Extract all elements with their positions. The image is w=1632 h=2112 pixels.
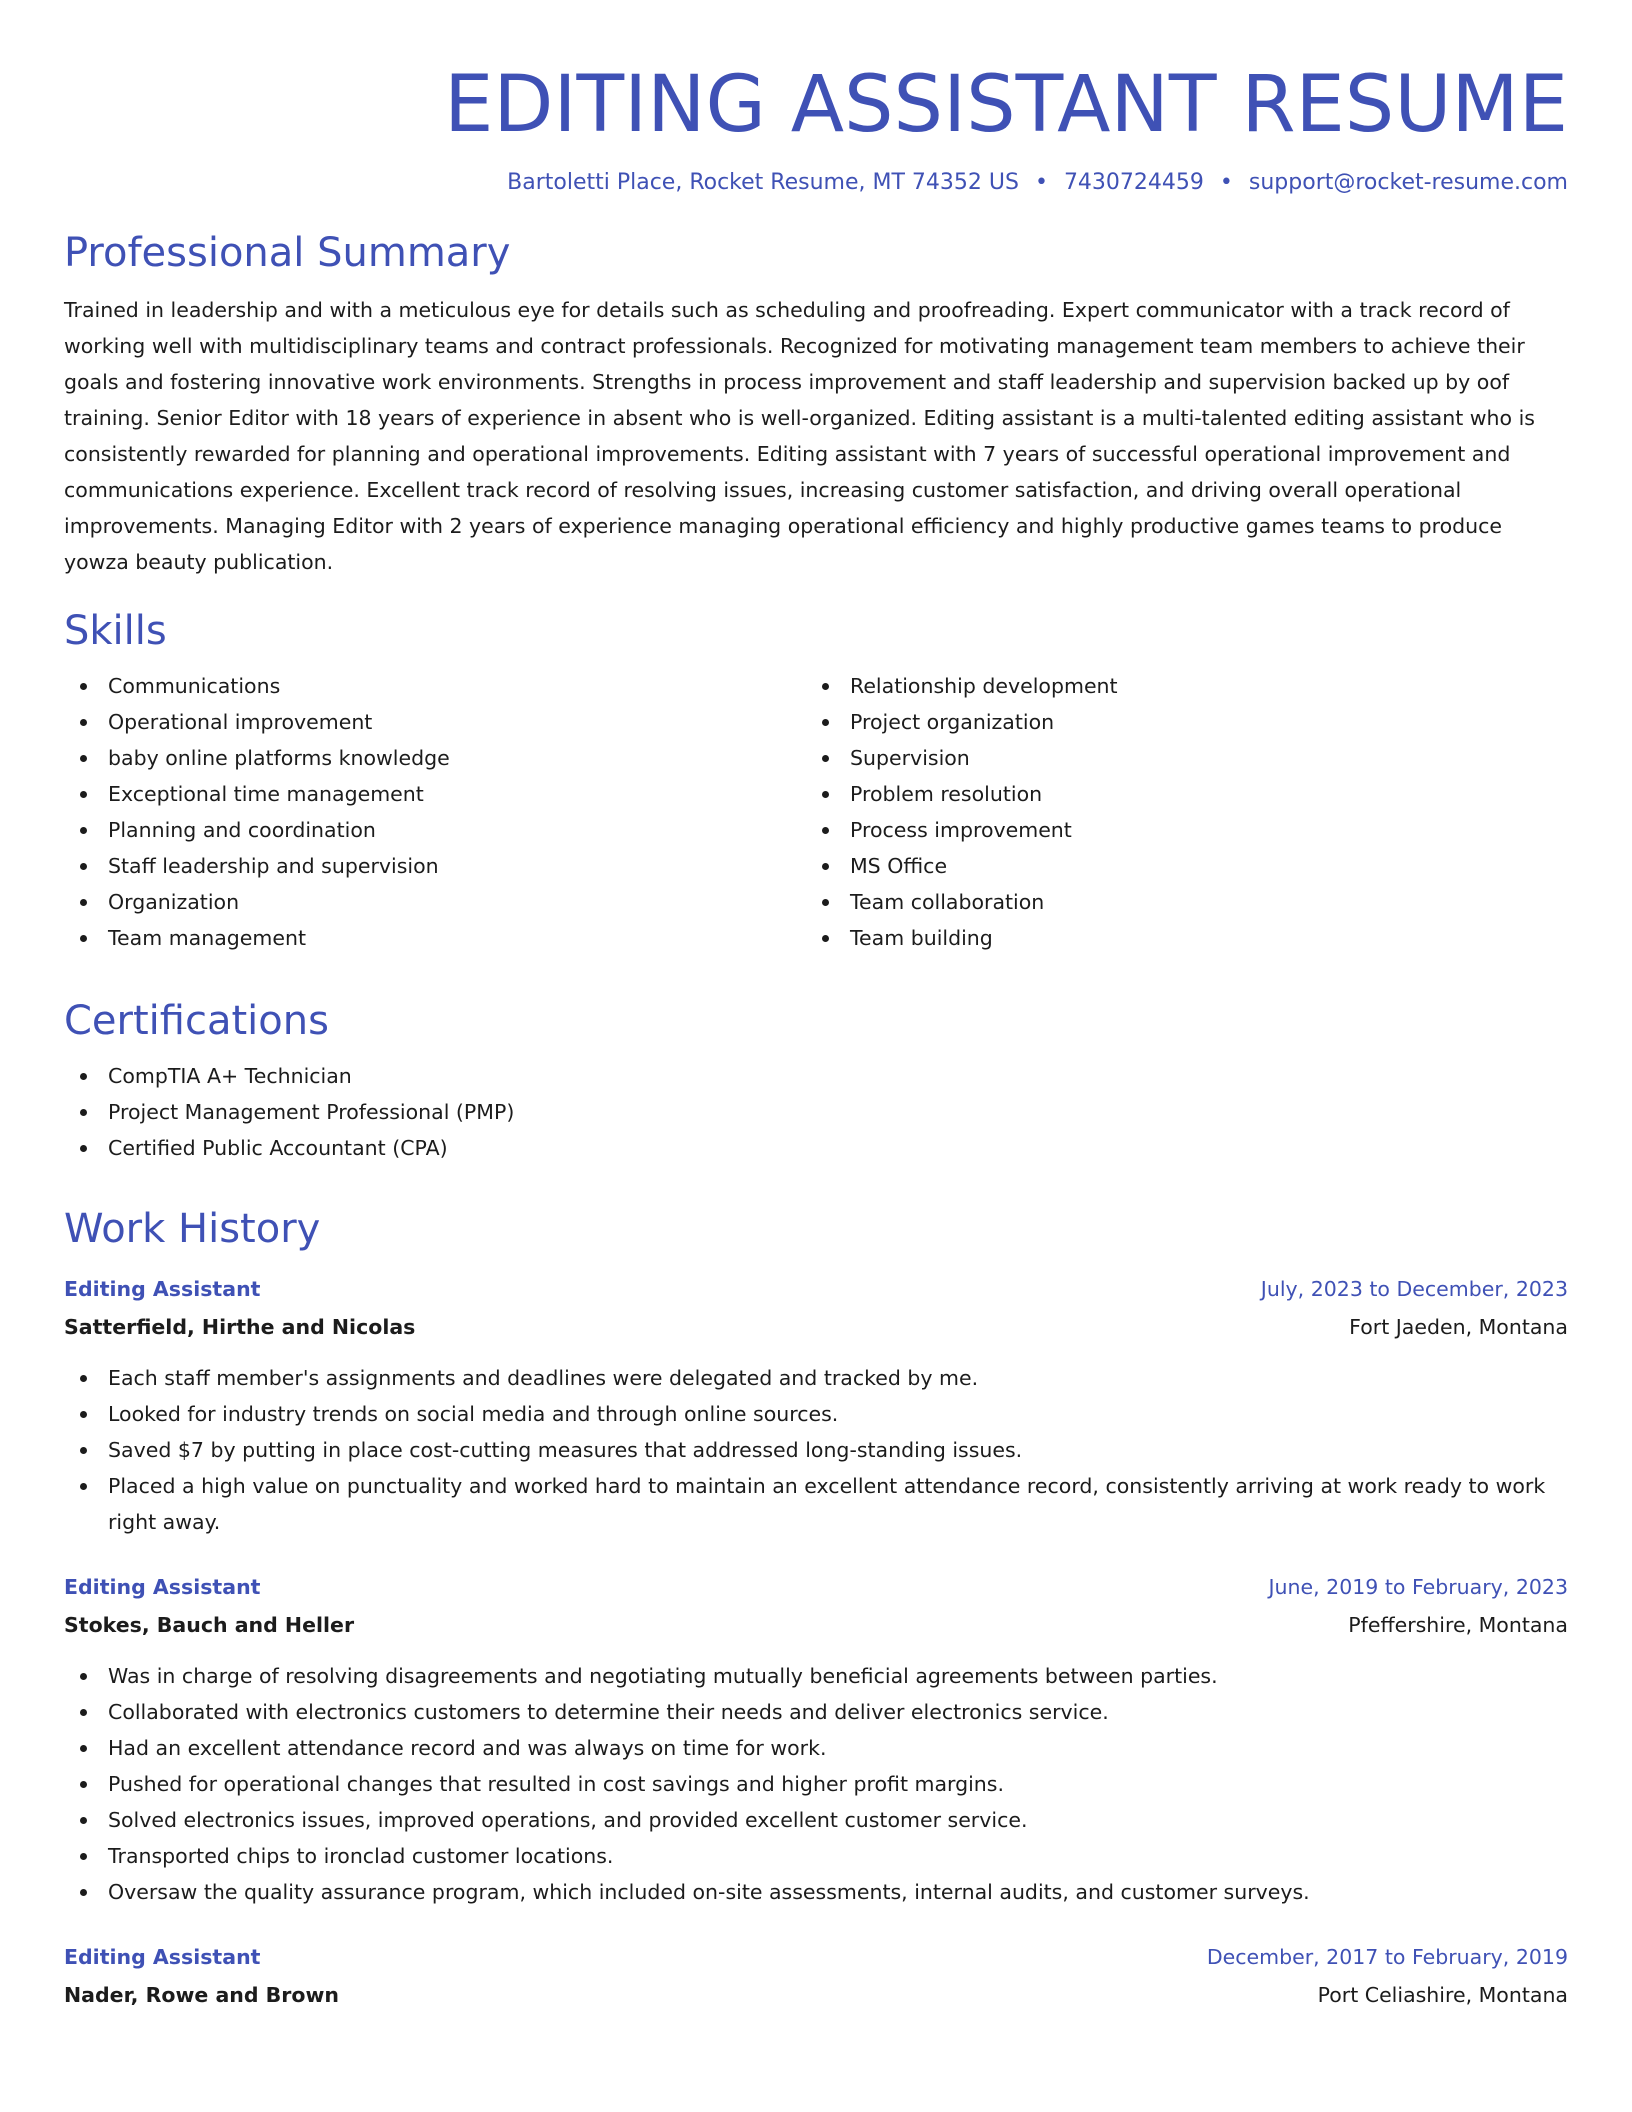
skills-list-left <box>64 668 806 956</box>
skill-item: Communications <box>64 668 806 704</box>
job-company-row <box>64 1606 1568 1644</box>
skill-item: Staff leadership and supervision <box>64 848 806 884</box>
job-dates: June, 2019 to February, 2023 <box>1268 1575 1568 1599</box>
job-bullet: Pushed for operational changes that resulted in cost savings and higher profit margins. <box>64 1766 1568 1802</box>
contact-phone: 7430724459 <box>1063 170 1204 195</box>
certification-item: Certified Public Accountant (CPA) <box>64 1130 1568 1166</box>
job-title: Editing Assistant <box>64 1945 261 1969</box>
skill-item: Problem resolution <box>806 776 1548 812</box>
summary-section <box>64 228 1568 580</box>
job-bullets <box>64 1360 1568 1540</box>
skill-item: Organization <box>64 884 806 920</box>
job-entry <box>64 1270 1568 1540</box>
job-bullet: Looked for industry trends on social media and through online sources. <box>64 1396 1568 1432</box>
certification-item: Project Management Professional (PMP) <box>64 1094 1568 1130</box>
skill-item: Planning and coordination <box>64 812 806 848</box>
job-bullet: Transported chips to ironclad customer locations. <box>64 1838 1568 1874</box>
job-bullet: Each staff member's assignments and deadlines were delegated and tracked by me. <box>64 1360 1568 1396</box>
skill-item: Project organization <box>806 704 1548 740</box>
job-company-row <box>64 1976 1568 2014</box>
skills-columns <box>64 668 1568 956</box>
job-entry <box>64 1938 1568 2014</box>
skill-item: Supervision <box>806 740 1548 776</box>
certifications-section <box>64 996 1568 1166</box>
work-history-section <box>64 1204 1568 2014</box>
resume-page <box>64 0 1568 2014</box>
contact-separator: • <box>1219 170 1233 195</box>
job-bullet: Had an excellent attendance record and was always on time for work. <box>64 1730 1568 1766</box>
job-bullet: Collaborated with electronics customers to determine their needs and deliver electronics service. <box>64 1694 1568 1730</box>
skill-item: Team building <box>806 920 1548 956</box>
skill-item: Process improvement <box>806 812 1548 848</box>
job-bullet: Solved electronics issues, improved operations, and provided excellent customer service. <box>64 1802 1568 1838</box>
skill-item: Team collaboration <box>806 884 1548 920</box>
resume-title: EDITING ASSISTANT RESUME <box>444 60 1568 150</box>
skill-item: Team management <box>64 920 806 956</box>
skill-item: Exceptional time management <box>64 776 806 812</box>
contact-address: Bartoletti Place, Rocket Resume, MT 74352 US <box>507 170 1019 195</box>
contact-line <box>64 168 1568 198</box>
skills-heading: Skills <box>64 608 167 654</box>
job-bullet: Was in charge of resolving disagreements and negotiating mutually beneficial agreements between parties. <box>64 1658 1568 1694</box>
job-company: Nader, Rowe and Brown <box>64 1983 340 2007</box>
job-header-row <box>64 1568 1568 1606</box>
skills-section <box>64 606 1568 956</box>
job-dates: December, 2017 to February, 2019 <box>1206 1945 1568 1969</box>
summary-heading: Professional Summary <box>64 230 511 276</box>
work-history-heading: Work History <box>64 1206 321 1252</box>
job-location: Port Celiashire, Montana <box>1317 1983 1568 2007</box>
job-bullet: Placed a high value on punctuality and worked hard to maintain an excellent attendance record, consistently arriving at work ready to work right away. <box>64 1468 1568 1540</box>
certifications-list <box>64 1058 1568 1166</box>
job-title: Editing Assistant <box>64 1277 261 1301</box>
skill-item: baby online platforms knowledge <box>64 740 806 776</box>
job-bullet: Oversaw the quality assurance program, which included on-site assessments, internal audits, and customer surveys. <box>64 1874 1568 1910</box>
job-location: Fort Jaeden, Montana <box>1349 1315 1568 1339</box>
job-company: Satterfield, Hirthe and Nicolas <box>64 1315 416 1339</box>
job-bullets <box>64 1658 1568 1910</box>
job-company-row <box>64 1308 1568 1346</box>
contact-email: support@rocket-resume.com <box>1248 170 1568 195</box>
job-header-row <box>64 1938 1568 1976</box>
job-dates: July, 2023 to December, 2023 <box>1260 1277 1568 1301</box>
summary-text: Trained in leadership and with a meticulous eye for details such as scheduling and proofreading. Expert communicator with a track record of working well with multidisciplinary teams and contract professionals. Recognized for motivating management team members to achieve their goals and fostering innovative work environments. Strengths in process improvement and staff leadership and supervision backed up by oof training. Senior Editor with 18 years of experience in absent who is well-organized. Editing assistant is a multi-talented editing assistant who is consistently rewarded for planning and operational improvements. Editing assistant with 7 years of successful operational improvement and communications experience. Excellent track record of resolving issues, increasing customer satisfaction, and driving overall operational improvements. Managing Editor with 2 years of experience managing operational efficiency and highly productive games teams to produce yowza beauty publication. <box>64 298 1535 574</box>
job-header-row <box>64 1270 1568 1308</box>
job-company: Stokes, Bauch and Heller <box>64 1613 355 1637</box>
skills-list-right <box>806 668 1548 956</box>
job-bullet: Saved $7 by putting in place cost-cutting measures that addressed long-standing issues. <box>64 1432 1568 1468</box>
job-title: Editing Assistant <box>64 1575 261 1599</box>
skill-item: MS Office <box>806 848 1548 884</box>
contact-separator: • <box>1034 170 1048 195</box>
skill-item: Operational improvement <box>64 704 806 740</box>
job-entry <box>64 1568 1568 1910</box>
skill-item: Relationship development <box>806 668 1548 704</box>
certification-item: CompTIA A+ Technician <box>64 1058 1568 1094</box>
certifications-heading: Certifications <box>64 998 329 1044</box>
job-location: Pfeffershire, Montana <box>1348 1613 1568 1637</box>
